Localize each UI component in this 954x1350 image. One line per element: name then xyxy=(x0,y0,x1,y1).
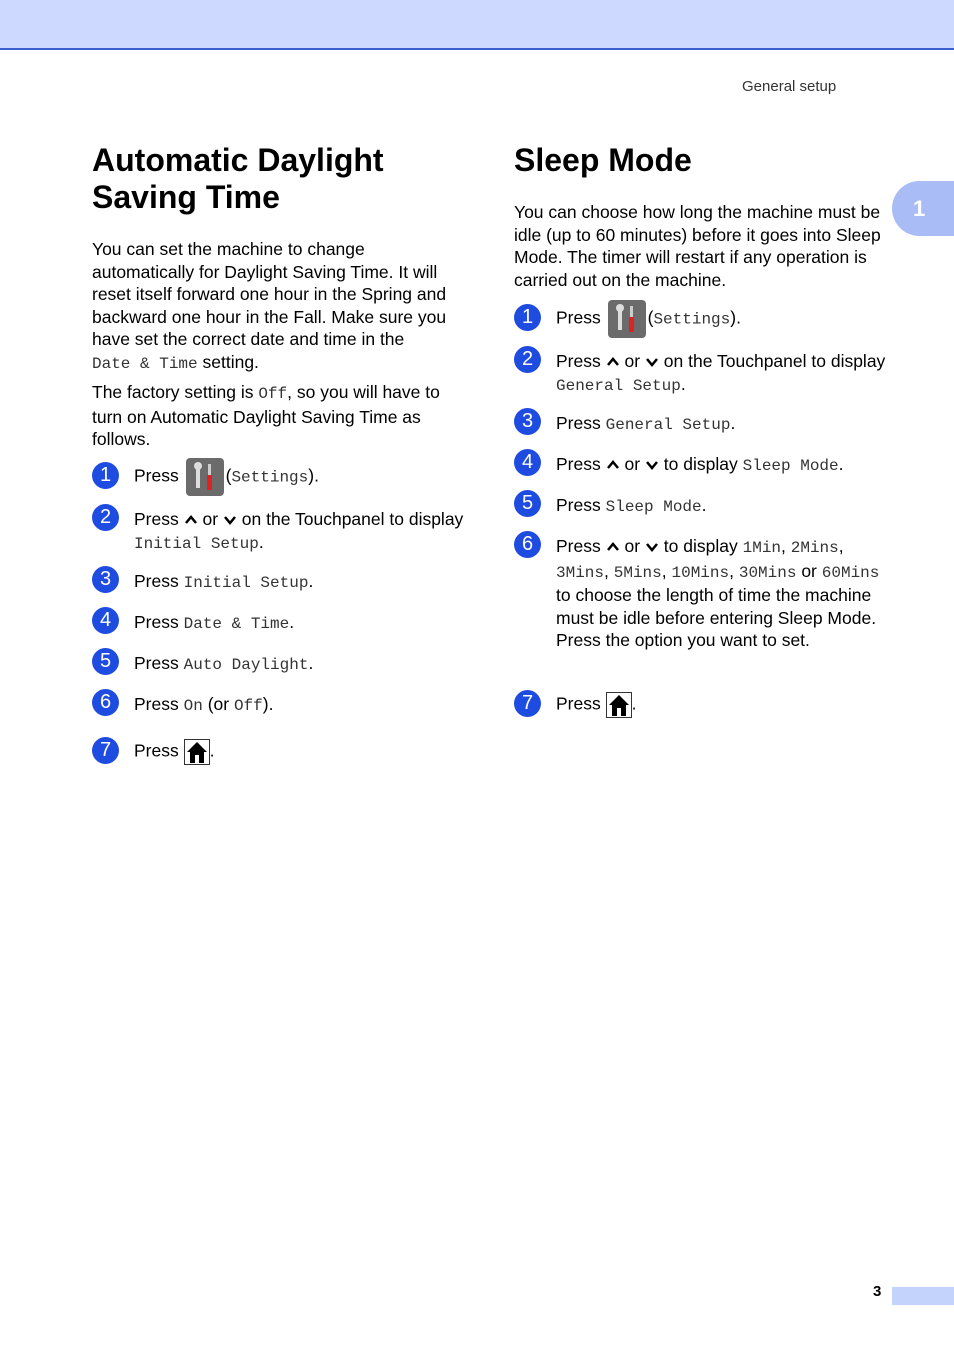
step-text: Press Sleep Mode. xyxy=(556,495,707,516)
page-number: 3 xyxy=(873,1283,882,1300)
press-label: Press xyxy=(556,454,601,474)
step-number: 1 xyxy=(92,462,119,489)
chevron-up-icon xyxy=(606,356,620,368)
step-text: Press Date & Time. xyxy=(134,612,295,633)
press-label: Press xyxy=(556,413,601,433)
menu-code: Auto Daylight xyxy=(183,656,309,674)
daylight-saving-section xyxy=(92,142,464,761)
chevron-down-icon xyxy=(223,514,237,526)
chapter-tab xyxy=(892,181,954,236)
step-number: 6 xyxy=(514,531,541,558)
press-label: Press xyxy=(134,465,179,486)
sleep-mode-section xyxy=(514,142,886,714)
menu-code: Sleep Mode xyxy=(605,498,702,516)
title-line: Automatic Daylight xyxy=(92,142,384,178)
menu-code: Date & Time xyxy=(183,615,290,633)
menu-code: On xyxy=(183,697,203,715)
or-text: or xyxy=(801,560,817,581)
press-label: Press xyxy=(134,571,179,591)
step-number: 3 xyxy=(514,408,541,435)
step-text: Press (Settings). xyxy=(556,300,741,338)
press-label: Press xyxy=(556,351,601,371)
option-code: 2Mins xyxy=(790,539,839,557)
step-text: Press . xyxy=(134,739,214,765)
option-code: 30Mins xyxy=(738,563,797,582)
chevron-down-icon xyxy=(645,541,659,553)
step-number: 7 xyxy=(514,690,541,717)
menu-code: Settings xyxy=(653,310,731,329)
step-number: 5 xyxy=(92,648,119,675)
step-text: Press Auto Daylight. xyxy=(134,653,314,674)
menu-code: Date & Time xyxy=(92,354,198,373)
press-label: Press xyxy=(134,653,179,673)
step-number: 5 xyxy=(514,490,541,517)
intro-paragraph: You can choose how long the machine must be idle (up to 60 minutes) before it goes into Sleep Mode. The timer will restart if any operation is carried out on the machine. xyxy=(514,202,881,290)
option-code: 10Mins xyxy=(671,563,730,582)
or-text: or xyxy=(624,351,641,371)
menu-code: Initial Setup xyxy=(183,574,309,592)
step-instruction: on the Touchpanel to display xyxy=(241,509,464,529)
step-number: 2 xyxy=(92,504,119,531)
step-instruction: to display xyxy=(663,454,738,474)
step-text: Press Initial Setup. xyxy=(134,571,314,592)
settings-tools-icon[interactable] xyxy=(186,458,224,496)
step-number: 4 xyxy=(92,607,119,634)
intro-paragraph xyxy=(92,238,462,375)
option-code: 1Min xyxy=(742,539,782,557)
press-label: Press xyxy=(556,495,601,515)
menu-code: Initial Setup xyxy=(134,534,259,553)
paragraph-text: You can set the machine to change automatically for Daylight Saving Time. It will reset itself forward one hour in the Spring and backward one hour in the Fall. Make sure you have set the correct date and time in the xyxy=(92,239,447,349)
option-code: 60Mins xyxy=(821,563,880,582)
step-number: 7 xyxy=(92,737,119,764)
step-text: Press or to display 1Min, 2Mins, 3Mins, 5Mins, 10Mins, 30Mins or 60Mins to choose the length of time the machine must be idle before entering Sleep Mode. Press the option you want to set. xyxy=(556,536,880,650)
or-text: or xyxy=(624,454,641,474)
press-label: Press xyxy=(556,536,601,556)
or-text: or xyxy=(202,509,219,529)
press-label: Press xyxy=(134,694,179,714)
chapter-number: 1 xyxy=(913,195,926,221)
home-icon[interactable] xyxy=(184,739,210,765)
paragraph-text: The factory setting is xyxy=(92,382,259,402)
chevron-up-icon xyxy=(184,514,198,526)
section-header: General setup xyxy=(742,78,837,95)
menu-code: Sleep Mode xyxy=(742,457,839,475)
step-text: Press On (or Off). xyxy=(134,694,274,715)
step-text: Press or on the Touchpanel to display General Setup. xyxy=(556,351,886,395)
step-instruction: on the Touchpanel to display xyxy=(663,351,886,371)
step-text: Press . xyxy=(556,692,636,718)
step-text: Press or on the Touchpanel to display Initial Setup. xyxy=(134,509,464,553)
chevron-up-icon xyxy=(606,459,620,471)
step-text: Press or to display Sleep Mode. xyxy=(556,454,844,475)
step-number: 4 xyxy=(514,449,541,476)
press-label: Press xyxy=(556,307,601,328)
menu-code: General Setup xyxy=(605,416,731,434)
option-code: 3Mins xyxy=(556,563,605,582)
or-text: (or xyxy=(207,694,230,714)
step-instruction: to choose the length of time the machine must be idle before entering Sleep Mode. Press the option you want to set. xyxy=(556,585,877,650)
chevron-down-icon xyxy=(645,459,659,471)
step-text: Press General Setup. xyxy=(556,413,736,434)
step-number: 6 xyxy=(92,689,119,716)
menu-code: Settings xyxy=(231,468,309,487)
press-label: Press xyxy=(134,612,179,632)
top-banner xyxy=(0,0,954,50)
chevron-up-icon xyxy=(606,541,620,553)
press-label: Press xyxy=(134,740,179,761)
or-text: or xyxy=(624,536,641,556)
menu-code: Off xyxy=(258,385,288,403)
paragraph-text: setting. xyxy=(197,351,259,372)
step-number: 3 xyxy=(92,566,119,593)
option-code: 5Mins xyxy=(613,563,662,582)
paragraph-text: , so you will have to turn on Automatic Daylight Saving Time as follows. xyxy=(92,382,440,449)
home-icon[interactable] xyxy=(606,692,632,718)
step-text: Press (Settings). xyxy=(134,458,319,496)
factory-paragraph xyxy=(92,381,462,451)
press-label: Press xyxy=(134,509,179,529)
section-title: Sleep Mode xyxy=(514,142,692,178)
settings-tools-icon[interactable] xyxy=(608,300,646,338)
menu-code: Off xyxy=(233,697,263,715)
press-label: Press xyxy=(556,693,601,714)
title-line: Saving Time xyxy=(92,179,280,215)
menu-code: General Setup xyxy=(556,376,681,395)
step-instruction: to display xyxy=(663,536,738,556)
step-number: 2 xyxy=(514,346,541,373)
step-number: 1 xyxy=(514,304,541,331)
page-number-bar xyxy=(892,1287,954,1305)
chevron-down-icon xyxy=(645,356,659,368)
section-title xyxy=(92,142,462,216)
